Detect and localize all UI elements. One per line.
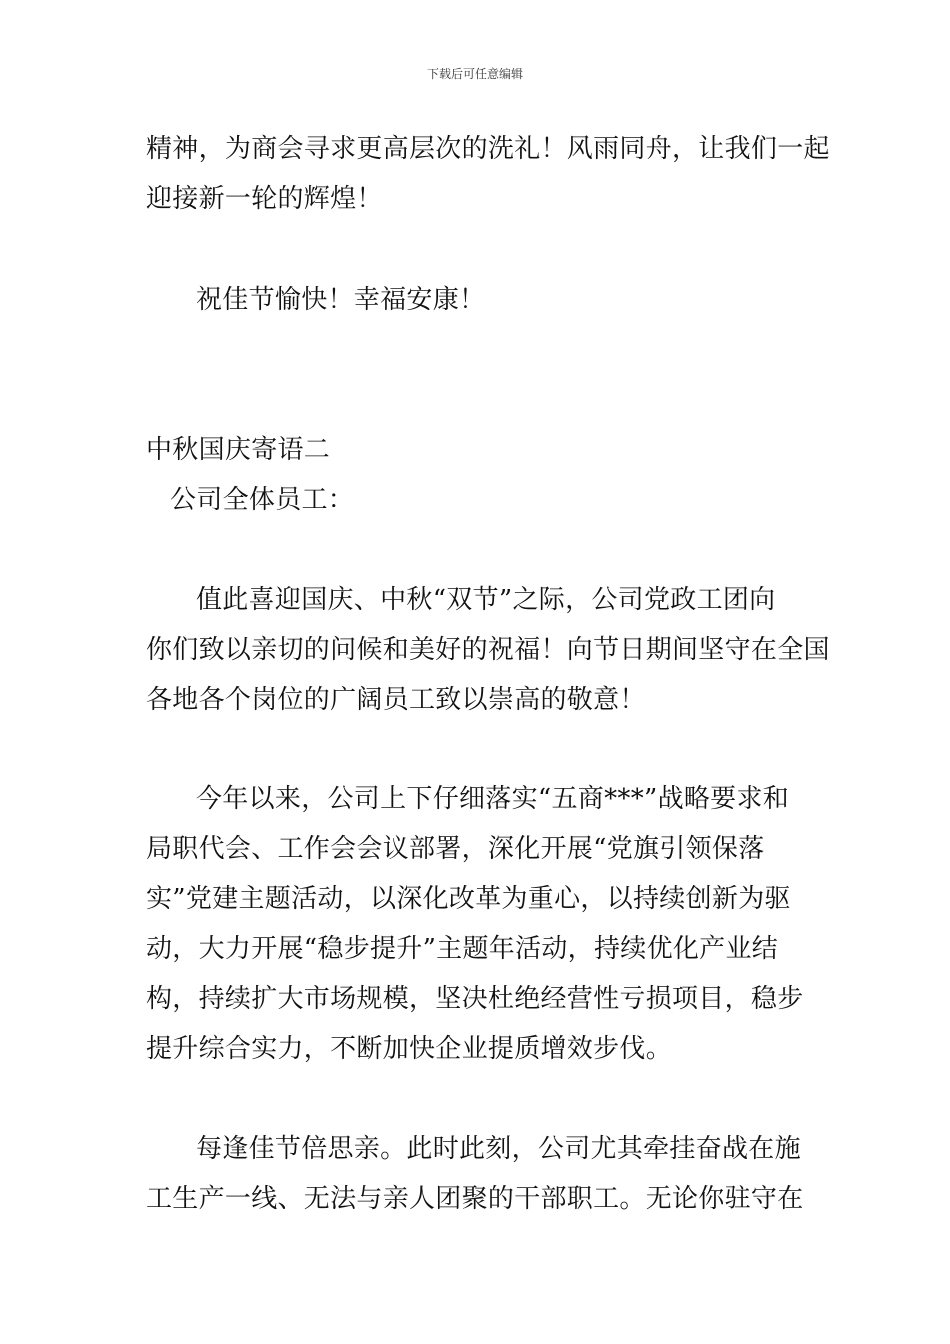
paragraph-line: 各地各个岗位的广阔员工致以崇高的敬意！ [146, 685, 646, 715]
section-title: 中秋国庆寄语二 [146, 435, 331, 465]
paragraph-line: 工生产一线、无法与亲人团聚的干部职工。无论你驻守在 [146, 1184, 804, 1214]
paragraph-line: 每逢佳节倍思亲。此时此刻，公司尤其牵挂奋战在施 [196, 1134, 801, 1164]
paragraph-line: 局职代会、工作会会议部署，深化开展“党旗引领保落 [146, 834, 765, 864]
paragraph-line: 精神，为商会寻求更高层次的洗礼！风雨同舟，让我们一起 [146, 134, 830, 164]
paragraph-line: 实”党建主题活动，以深化改革为重心，以持续创新为驱 [146, 884, 791, 914]
salutation: 公司全体员工： [170, 485, 355, 515]
paragraph-line: 迎接新一轮的辉煌！ [146, 184, 383, 214]
paragraph-line: 今年以来，公司上下仔细落实“五商***”战略要求和 [196, 784, 790, 814]
paragraph-line: 构，持续扩大市场规模，坚决杜绝经营性亏损项目，稳步 [146, 984, 804, 1014]
paragraph-line: 动，大力开展“稳步提升”主题年活动，持续优化产业结 [146, 934, 779, 964]
blessing-line: 祝佳节愉快！幸福安康！ [196, 285, 486, 315]
paragraph-line: 提升综合实力，不断加快企业提质增效步伐。 [146, 1034, 673, 1064]
paragraph-line: 你们致以亲切的问候和美好的祝福！向节日期间坚守在全国 [146, 635, 830, 665]
page-header: 下载后可任意编辑 [426, 67, 523, 81]
paragraph-line: 值此喜迎国庆、中秋“双节”之际，公司党政工团向 [196, 585, 776, 615]
